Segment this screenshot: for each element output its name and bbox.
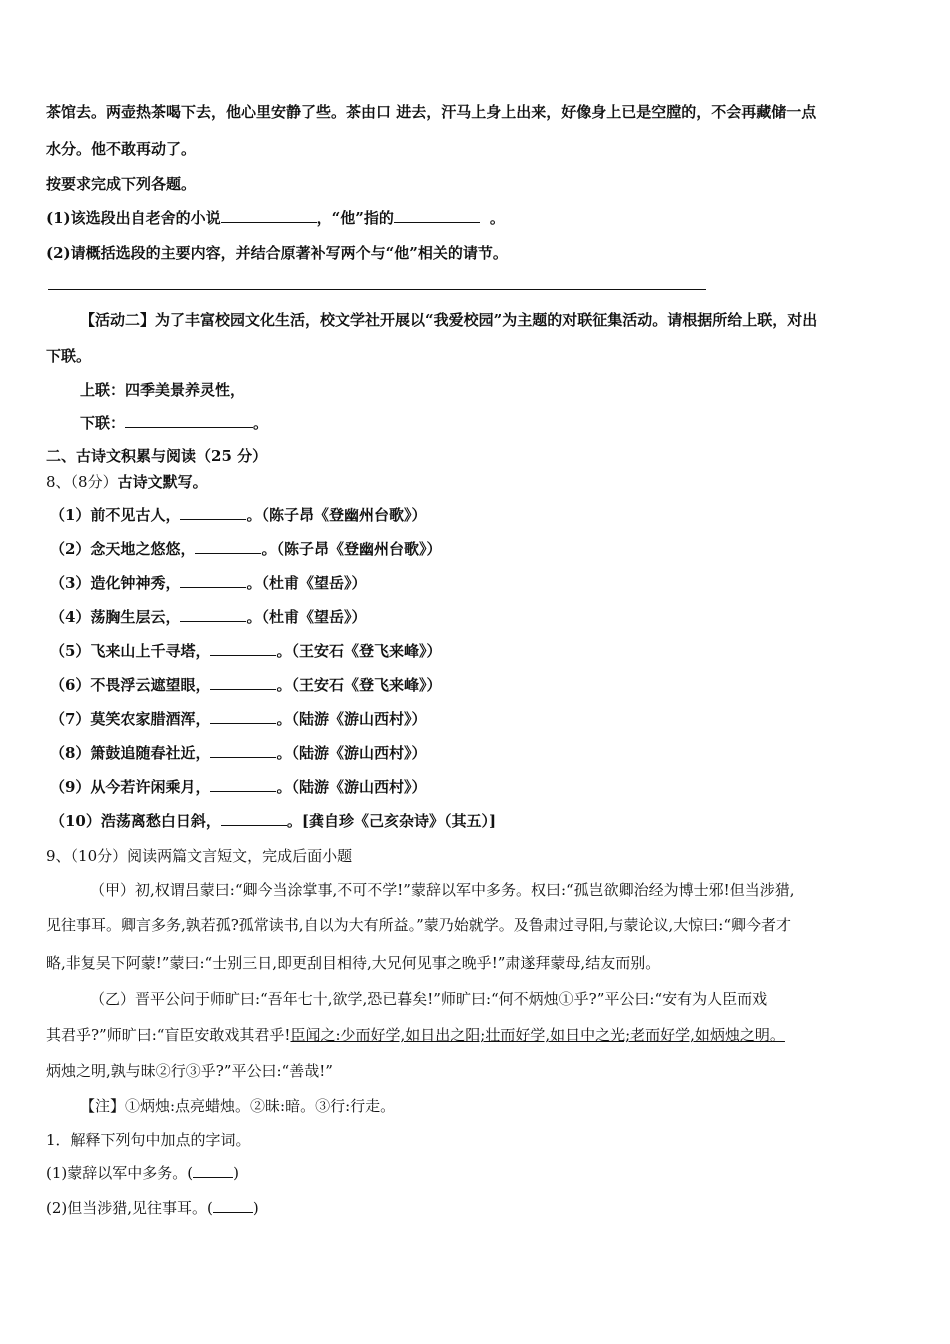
question-8: [46, 472, 208, 492]
sub-question-1-1: [46, 1163, 239, 1183]
poem-item-prompt: （10）浩荡离愁白日斜，: [50, 812, 221, 830]
poem-item: [50, 811, 496, 831]
answer-blank-he[interactable]: [394, 208, 480, 223]
poem-item-source: 。（王安石《登飞来峰》）: [276, 676, 442, 694]
poem-item: [50, 607, 366, 627]
sub-question-1-2-blank[interactable]: [213, 1198, 253, 1213]
poem-item-blank[interactable]: [210, 777, 276, 792]
poem-item-prompt: （5）飞来山上千寻塔，: [50, 642, 211, 660]
sub-question-1-2-text: (2)但当涉猎,见往事耳。(: [46, 1199, 213, 1217]
poem-item-blank[interactable]: [195, 539, 261, 554]
poem-item-source: 。[龚自珍《己亥杂诗》（其五）]: [286, 812, 497, 830]
poem-item-blank[interactable]: [210, 675, 276, 690]
sub-question-1-2: [46, 1198, 259, 1218]
activity2-line-1: 【活动二】为了丰富校园文化生活，校文学社开展以“我爱校园”为主题的对联征集活动。请根据所给上联，对出: [80, 311, 818, 329]
poem-item-prompt: （4）荡胸生层云，: [50, 608, 181, 626]
passage-line-2: 水分。他不敢再动了。: [46, 140, 197, 158]
poem-item-prompt: （3）造化钟神秀，: [50, 574, 181, 592]
poem-item-prompt: （2）念天地之悠悠，: [50, 540, 196, 558]
poem-item: [50, 539, 441, 559]
poem-item-source: 。（杜甫《望岳》）: [246, 608, 367, 626]
poem-item: [50, 573, 366, 593]
text-jia-line-2: 见往事耳。卿言多务,孰若孤?孤常读书,自以为大有所益。”蒙乃始就学。及鲁肃过寻阳,与蒙论议,大惊曰:“卿今者才: [46, 916, 792, 934]
poem-item-source: 。（陆游《游山西村》）: [276, 710, 427, 728]
poem-item-prompt: （8）箫鼓追随春社近，: [50, 744, 211, 762]
text-jia-line-3: 略,非复吴下阿蒙!”蒙曰:“士别三日,即更刮目相待,大兄何见事之晚乎!”肃遂拜蒙母,结友而别。: [46, 954, 661, 972]
poem-item: [50, 505, 426, 525]
sub-question-1-2-end: ): [252, 1199, 259, 1217]
poem-item-prompt: （7）莫笑农家腊酒浑，: [50, 710, 211, 728]
poem-item-source: 。（陈子昂《登幽州台歌》）: [261, 540, 442, 558]
poem-item-blank[interactable]: [180, 505, 246, 520]
poem-item: [50, 777, 426, 797]
poem-item: [50, 641, 441, 661]
text-yi-line-2: [46, 1025, 785, 1045]
couplet-upper: 上联：四季美景养灵性，: [80, 381, 246, 399]
text-yi-line-2-start: 其君乎?”师旷曰:“盲臣安敢戏其君乎!: [46, 1026, 291, 1044]
poem-item-source: 。（王安石《登飞来峰》）: [276, 642, 442, 660]
section-2-title: 二、古诗文积累与阅读（25 分）: [46, 447, 268, 465]
passage-line-1: 茶馆去。两壶热茶喝下去，他心里安静了些。茶由口 进去，汗马上身上出来，好像身上已是空膛的，不会再藏储一点: [46, 103, 817, 121]
couplet-lower-label: 下联：: [80, 414, 126, 432]
sub-question-1-1-text: (1)蒙辞以军中多务。(: [46, 1164, 194, 1182]
question-1-mid: ，“他”指的: [316, 209, 394, 227]
answer-line[interactable]: [48, 289, 706, 290]
poem-item-source: 。（陆游《游山西村》）: [276, 744, 427, 762]
poem-item-prompt: （9）从今若许闲乘月，: [50, 778, 211, 796]
poem-item-source: 。（陈子昂《登幽州台歌》）: [246, 506, 427, 524]
couplet-lower: [80, 413, 268, 433]
question-2: (2)请概括选段的主要内容，并结合原著补写两个与“他”相关的请节。: [46, 244, 508, 262]
poem-item-blank[interactable]: [210, 641, 276, 656]
poem-item-blank[interactable]: [221, 811, 287, 826]
answer-blank-novel[interactable]: [221, 208, 317, 223]
couplet-lower-end: 。: [253, 414, 269, 432]
text-yi-line-3: 炳烛之明,孰与昧②行③乎?”平公曰:“善哉!”: [46, 1062, 333, 1080]
sub-question-1-1-blank[interactable]: [193, 1163, 233, 1178]
poem-item-blank[interactable]: [180, 607, 246, 622]
poem-item-prompt: （6）不畏浮云遮望眼，: [50, 676, 211, 694]
couplet-lower-blank[interactable]: [125, 413, 253, 428]
underlined-sentence: 臣闻之:少而好学,如日出之阳;壮而好学,如日中之光;老而好学,如炳烛之明。: [290, 1026, 785, 1044]
poem-item-blank[interactable]: [210, 709, 276, 724]
annotation-note: 【注】①炳烛:点亮蜡烛。②昧:暗。③行:行走。: [80, 1097, 396, 1115]
poem-item: [50, 709, 426, 729]
poem-item-blank[interactable]: [180, 573, 246, 588]
question-1-text: (1)该选段出自老舍的小说: [46, 209, 221, 227]
activity2-line-2: 下联。: [46, 347, 92, 365]
question-1: [46, 208, 505, 228]
question-1-end: 。: [489, 209, 505, 227]
question-9-title: 9、（10分）阅读两篇文言短文，完成后面小题: [46, 847, 353, 865]
sub-question-1-1-end: ): [233, 1164, 239, 1182]
question-8-number: 8、（8分）: [46, 473, 118, 491]
sub-question-1: 1．解释下列句中加点的字词。: [46, 1131, 251, 1149]
poem-item-source: 。（陆游《游山西村》）: [276, 778, 427, 796]
poem-item-blank[interactable]: [210, 743, 276, 758]
poem-item-prompt: （1）前不见古人，: [50, 506, 181, 524]
text-yi-line-1: （乙）晋平公问于师旷曰:“吾年七十,欲学,恐已暮矣!”师旷曰:“何不炳烛①乎?”平公曰:“安有为人臣而戏: [90, 990, 768, 1008]
poem-item: [50, 743, 426, 763]
text-jia-line-1: （甲）初,权谓吕蒙曰:“卿今当涂掌事,不可不学!”蒙辞以军中多务。权曰:“孤岂欲卿治经为博士邪!但当涉猎,: [90, 881, 795, 899]
instruction: 按要求完成下列各题。: [46, 175, 197, 193]
question-8-text: 古诗文默写。: [117, 473, 208, 491]
poem-item: [50, 675, 441, 695]
poem-item-source: 。（杜甫《望岳》）: [246, 574, 367, 592]
